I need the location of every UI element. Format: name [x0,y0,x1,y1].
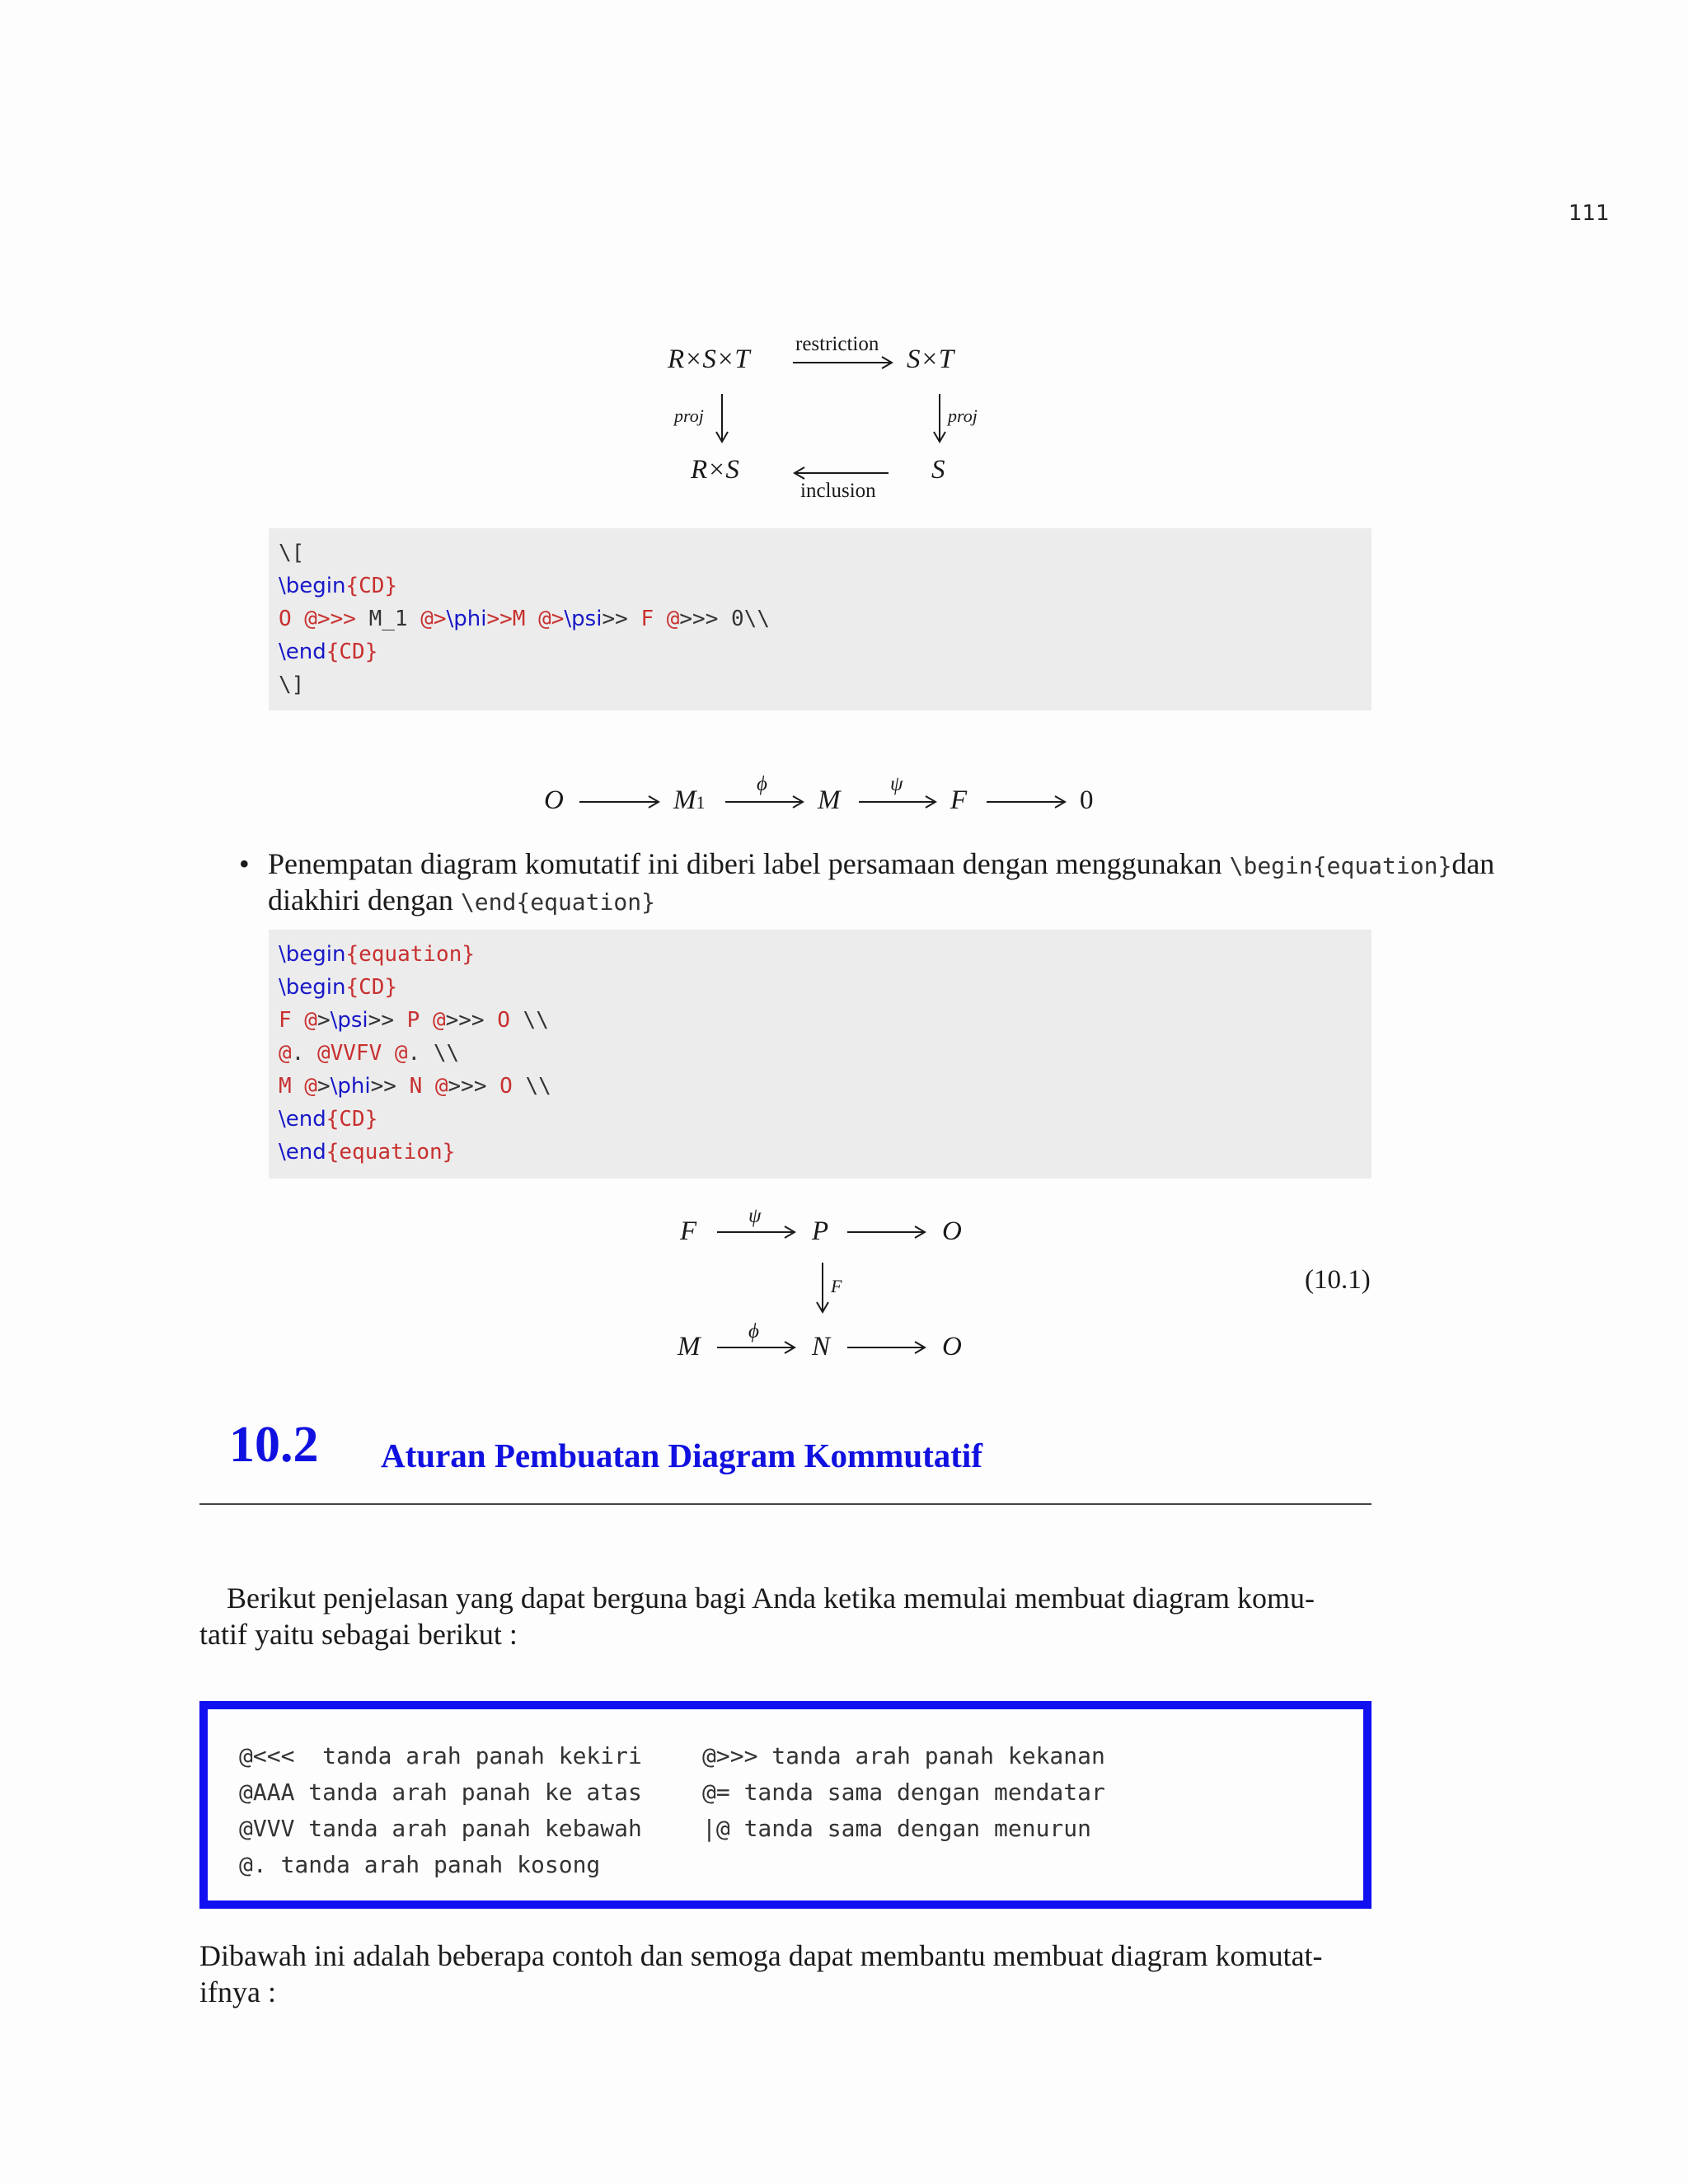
rule-left-4: @. tanda arah panah kosong [239,1851,601,1878]
cd1-bottom-arrow [795,467,889,479]
rule-right-3: |@ tanda sama dengan menurun [702,1815,1092,1842]
code2-line-4: @. @VVFV @. \\ [279,1041,460,1066]
cd2-o-bottom: O [942,1332,962,1361]
paragraph-1-line-2: tatif yaitu sebagai berikut : [199,1618,518,1651]
seq-m1: M1 [673,785,706,815]
section-title: Aturan Pembuatan Diagram Kommutatif [381,1436,982,1474]
bullet-line-1: Penempatan diagram komutatif ini diberi label persamaan dengan menggunakan \begin{equation}dan [268,847,1495,880]
code2-line-3: F @>\psi>> P @>>> O \\ [279,1008,549,1033]
rule-left-2: @AAA tanda arah panah ke atas [239,1779,642,1806]
code1-line-3: O @>>> M_1 @>\phi>>M @>\psi>> F @>>> 0\\ [279,607,770,631]
code2-line-1: \begin{equation} [279,942,476,967]
cd2-p: P [812,1216,829,1246]
paragraph-2-line-2: ifnya : [199,1975,276,2008]
seq-m: M [818,785,841,815]
cd1-bottom-left: R×S [691,455,739,485]
cd1-inclusion-label: inclusion [800,480,876,502]
cd1-top-arrow [793,357,892,368]
bullet-line-2: diakhiri dengan \end{equation} [268,883,655,916]
cd1-right-proj-label: proj [948,405,978,426]
cd2-vertical-label: F [831,1276,842,1296]
code2-line-7: \end{equation} [279,1140,456,1165]
cd1-top-left: R×S×T [668,344,750,374]
cd2-o-top: O [942,1216,962,1246]
seq-f: F [950,785,968,815]
seq-arrows [0,742,1688,824]
cd1-bottom-right: S [931,455,945,485]
cd2-arrows [0,1187,1688,1385]
cd1-left-proj-label: proj [674,405,704,426]
cd2-f: F [680,1216,697,1246]
code1-line-2: \begin{CD} [279,574,398,598]
code-block-1 [269,528,1372,710]
section-number: 10.2 [229,1417,319,1473]
cd1-left-arrow [716,394,728,442]
cd1-top-right: S×T [907,344,954,374]
seq-zero: 0 [1080,785,1094,815]
code1-line-5: \] [279,673,305,697]
rule-left-3: @VVV tanda arah panah kebawah [239,1815,642,1842]
cd2-m: M [678,1332,701,1361]
seq-o: O [544,785,564,815]
cd1-restriction-label: restriction [795,333,879,355]
cd2-phi-label: ϕ [748,1320,759,1343]
code1-line-4: \end{CD} [279,640,378,664]
code-block-2 [269,930,1372,1179]
seq-phi-label: ϕ [757,773,767,795]
cd1-right-arrow [934,394,945,442]
section-rule [199,1503,1372,1505]
rule-left-1: @<<< tanda arah panah kekiri [239,1742,642,1769]
cd2-n: N [812,1332,831,1361]
paragraph-1-line-1: Berikut penjelasan yang dapat berguna bagi Anda ketika memulai membuat diagram komu- [227,1582,1315,1615]
rule-right-2: @= tanda sama dengan mendatar [702,1779,1105,1806]
page-number: 111 [1568,201,1610,226]
cd1-arrows [0,0,1688,577]
equation-number: (10.1) [1305,1265,1371,1295]
arrow-syntax-box [199,1701,1372,1909]
code2-line-6: \end{CD} [279,1107,378,1132]
paragraph-2-line-1: Dibawah ini adalah beberapa contoh dan semoga dapat membantu membuat diagram komutat- [199,1939,1323,1972]
bullet-dot: • [239,847,250,880]
code2-line-5: M @>\phi>> N @>>> O \\ [279,1074,551,1099]
code2-line-2: \begin{CD} [279,975,398,1000]
rule-right-1: @>>> tanda arah panah kekanan [702,1742,1105,1769]
code1-line-1: \[ [279,541,305,565]
cd2-psi-label: ψ [748,1205,762,1227]
seq-psi-label: ψ [890,773,903,795]
